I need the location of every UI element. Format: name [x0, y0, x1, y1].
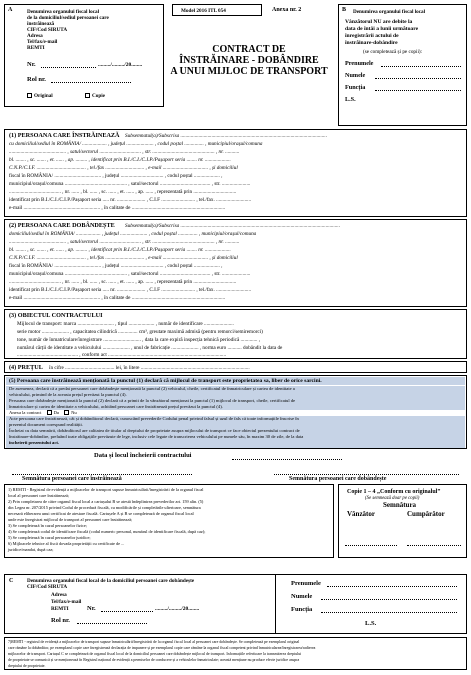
section-4-price-text[interactable]: în cifre ...................................... lei, în litere .................................................................................... — [49, 365, 250, 371]
box-b-text-1: data de întâi a lunii următoare — [345, 26, 419, 32]
section-1-title: (1) PERSOANA CARE ÎNSTRĂINEAZĂ — [9, 132, 120, 139]
section-2-line-2[interactable]: ............................................ , satul/sectorul ................................ , str. ................................................ , nr. ........... — [9, 239, 240, 245]
section-4-title: (4) PREȚUL — [9, 364, 43, 371]
footnote-9: 6) Mijloacele tehnice al fiscă dovada proprietății cu certificate de ... — [8, 541, 125, 546]
box-b-nume-input[interactable] — [375, 73, 461, 79]
box-a-line-2: înstrăinează — [27, 21, 55, 27]
original-checkbox[interactable] — [27, 93, 32, 98]
bottom-note-2: mijloacelor de transport. Cartușul C se completează de organul fiscal local de la domiciliul persoanei care dobândește mijlocul de transport. Informațiile referitoare la transmiterea dreptului — [8, 652, 302, 656]
footnote-0: 1) REMTI - Registrul de evidență a mijloacelor de transport supuse înmatriculării/înregistrării de la organul fiscal — [8, 487, 204, 492]
section-2-line-0[interactable]: Subsemnatul(a)/Subscrisa ........................................................................................................................... — [125, 223, 340, 229]
form-page — [4, 4, 467, 671]
section-5 — [4, 375, 467, 449]
section-4 — [4, 361, 467, 373]
buyer-signature-field[interactable] — [274, 469, 459, 475]
section-1-line-7[interactable]: ........................................ , nr. ...... , bl. ...... , sc. ...... , et. ...... , ap. ...... , reprezentată prin ................................. — [9, 189, 237, 195]
box-b-field-functia: Funcția — [345, 84, 366, 91]
box-c-line-4: REMTI — [51, 606, 69, 612]
box-a-line-5: Tel/fax/e-mail — [27, 39, 58, 45]
footnote-1: local al persoanei care înstrăinează; — [8, 493, 70, 498]
section-1-line-2[interactable]: ............................................ , satul/sectorul ................................ , str. ................................................ , nr. ........... — [9, 149, 240, 155]
footnote-10: juridice/mandat, după caz; — [8, 547, 54, 552]
section-5-line-9: încheierii prezentului act. — [9, 440, 60, 445]
section-2-line-1[interactable]: domiciliul/sediul în ROMÂNIA/ ................... , județul ..................... , codul poștal ............... , municipiul/orașul/comuna — [9, 231, 257, 237]
box-c-letter: C — [9, 578, 14, 584]
section-2-line-8[interactable]: identificat prin B.I./C.I./C.I.P./Pașaport seria ..... nr. ...................... , C.I.F .......................... , tel./fax. ........................... — [9, 287, 252, 293]
box-a-line-1: de la domiciliul/sediul persoanei care — [27, 15, 109, 21]
box-c-nume-input[interactable] — [321, 594, 457, 600]
section-5-line-8: înstrăinare-dobândire, preluând toate obligațiile prevăzute de lege, inclusiv cele legate de transcrierea vehiculului pe numele său, în maxim 30 de zile, de la data — [9, 434, 304, 439]
section-5-line-5: Acte persoana care înstrăinează, cât și dobânditorul declară, cunoscând prevederile Codului penal privind falsul și uzul de fals că toate informațiile înscrise în — [9, 416, 299, 421]
box-a-rol-field[interactable] — [51, 77, 131, 83]
box-b-field-nume: Numele — [345, 72, 366, 79]
bottom-note-0: 7)REMTI - registrul de evidență a mijloacelor de transport supuse înmatriculării/înregistrării de la organul fiscal local al persoanei care dobândește. Se completează pe exemplarul original — [8, 640, 300, 644]
footnotes-box — [4, 484, 334, 558]
section-3-line-4[interactable]: ............................................... , conform act ........................................................................................... — [17, 352, 227, 358]
box-b-field-prenume: Prenumele — [345, 60, 374, 67]
box-c-line-1: CIF/Cod SIRUTA — [27, 584, 68, 590]
copy-box-buyer: Cumpărător — [407, 510, 445, 518]
section-1-line-3[interactable]: bl. ........ , sc. ....... , et. ...... , ap. ......... , identificat prin B.I./C.I./C.I.P./Pașaport seria ........ nr. .................... — [9, 157, 231, 163]
section-2-line-5[interactable]: fiscal în ROMÂNIA/ .................................... , județul ................................. , codul poștal .................... , — [9, 263, 223, 269]
section-5-line-2: Persoana care dobândește menționată la punctul (2) declară că a primit de la vânzătorul menționat la punctul (1) mijlocul de transport, cheile, certificatul de — [9, 398, 296, 403]
box-c-field-nume: Numele — [291, 593, 313, 600]
section-5-annex-label: Anexa la contract — [9, 410, 42, 415]
section-1-line-9[interactable]: e-mail ........................................................... , în calitate de ........................................................................ — [9, 205, 226, 211]
box-b-field-ls: L.S. — [345, 96, 356, 103]
box-b-text-2: înregistrării actului de — [345, 33, 399, 39]
copy-box-buyer-sig[interactable] — [407, 540, 461, 546]
footnote-3: din Legea nr. 207/2015 privind Codul de procedură fiscală, cu modificările și completările ulterioare, semnătura — [8, 505, 201, 510]
footnote-5: unde este înregistrat mijlocul de transport al persoanei care înstrăinează; — [8, 517, 133, 522]
section-3-line-0[interactable]: Mijlocul de transport: marca ............................ , tipul .................... , număr de identificare ....................... — [17, 321, 234, 327]
box-c-nr-field[interactable] — [101, 606, 153, 612]
seller-signature-label: Semnătura persoanei care înstrăinează — [22, 476, 122, 482]
section-5-line-0: De asemenea, declară că a predat persoanei care dobândește menționată la punctul (2) vehiculul, cheile, certificatul de înmatriculare și cartea de identitate a — [9, 386, 295, 391]
box-c-functia-input[interactable] — [321, 607, 457, 613]
copy-box-title: Copie 1 – 4 „Conform cu originalul” — [347, 489, 441, 495]
section-1-line-8[interactable]: identificat prin B.I./C.I./C.I.P./Pașaport seria ..... nr. ...................... , C.I.F .......................... , tel./fax. ........................... — [9, 197, 252, 203]
section-5-line-1: vehiculului, primind de la aceasta prețul prevăzut la punctul (4). — [9, 392, 127, 397]
section-3 — [4, 309, 467, 359]
box-a-date[interactable]: ........./........./20........ — [98, 62, 143, 68]
section-2-line-9[interactable]: e-mail ........................................................... , în calitate de ........................................................................ — [9, 295, 226, 301]
section-5-line-7: Încheiat cu data semnării, dobânditorul are calitatea de titular al dreptului de proprietate asupra mijlocului de transport ce face obiectul prezentului contract de — [9, 428, 300, 433]
box-c-date[interactable]: ........./........./20........ — [155, 606, 200, 612]
box-a-nr-label: Nr. — [27, 61, 36, 68]
box-a-line-4: Adresa — [27, 33, 43, 39]
section-1 — [4, 129, 467, 217]
copy-box — [338, 484, 467, 558]
buyer-signature-label: Semnătura persoanei care dobândește — [289, 476, 387, 482]
section-5-title: (5) Persoana care înstrăinează menționată la punctul (1) declară că mijlocul de transport este proprietatea sa, liber de orice sarcini. — [9, 378, 322, 384]
box-c-line-0: Denumirea organului fiscal local de la domiciliul persoanei care dobândește — [27, 578, 195, 584]
section-3-title: (3) OBIECTUL CONTRACTULUI — [9, 312, 103, 319]
section-5-line-3: înmatriculare și cartea de identitate a vehiculului, achitând persoanei care înstrăinează prețul prevăzut la punctul (4). — [9, 404, 223, 409]
box-b-prenume-input[interactable] — [381, 61, 461, 67]
box-a-nr-field[interactable] — [41, 62, 96, 68]
box-b-letter: B — [342, 7, 347, 13]
section-2-line-4[interactable]: C.N.P./C.I.F. ...................................... , tel./fax .............................. , e-mail ................................... , și domiciliul — [9, 255, 238, 261]
section-5-line-6: prezentul document corespund realității. — [9, 422, 83, 427]
footnote-8: 5) Se completează în cazul persoanelor juridice; — [8, 535, 91, 540]
copy-box-seller: Vânzător — [347, 510, 375, 518]
box-a-line-3: CIF/Cod SIRUTA — [27, 27, 68, 33]
contract-title — [164, 44, 334, 77]
bottom-note — [4, 637, 467, 670]
box-c — [4, 574, 467, 634]
section-1-line-4[interactable]: C.N.P./C.I.F. ...................................... , tel./fax .............................. , e-mail ................................... , și domiciliul — [9, 165, 238, 171]
section-2-line-7[interactable]: ........................................ , nr. ...... , bl. ...... , sc. ...... , et. ...... , ap. ...... , reprezentată prin ................................. — [9, 279, 237, 285]
copie-label: Copie — [92, 93, 105, 99]
box-a-letter: A — [8, 7, 13, 13]
model-box — [172, 4, 262, 16]
original-label: Original — [34, 93, 53, 99]
copy-box-sub: (Se semnează doar pe copii) — [365, 496, 420, 501]
footnote-7: 4) Se completează codul de identificare fiscală (codul numeric personal, numărul de identificare fiscală, după caz); — [8, 529, 206, 534]
section-2-title: (2) PERSOANA CARE DOBÂNDEȘTE — [9, 222, 115, 229]
box-a-original-option[interactable] — [27, 93, 53, 99]
anexa-label: Anexa nr. 2 — [272, 7, 302, 13]
box-c-prenume-input[interactable] — [327, 581, 457, 587]
section-1-line-6[interactable]: municipiul/orașul/comuna ................................................ , satul/sectorul ....................................... , str. ...................... — [9, 181, 251, 187]
box-c-field-functia: Funcția — [291, 606, 313, 613]
box-b — [338, 4, 467, 126]
section-2-line-3[interactable]: bl. ........ , sc. ....... , et. ...... , ap. ......... , identificat prin B.I./C.I./C.I.P./Pașaport seria ........ nr. .................... — [9, 247, 231, 253]
model-code: Model 2016 ITL 054 — [181, 8, 226, 14]
bottom-note-4: dreptului de proprietate. — [8, 664, 46, 668]
footnote-4: necesară eliberarea unui certificat de atestare fiscală. Cartușele A și B se completează de organul fiscal local — [8, 511, 194, 516]
contract-title-line-2: A UNUI MIJLOC DE TRANSPORT — [170, 66, 328, 77]
section-3-line-1[interactable]: serie motor ..................... , capacitatea cilindrică ............... cm³, greutate maximă admisă (pentru remorci/semiremorci) — [17, 329, 263, 335]
annex-da-label: Da — [53, 410, 59, 415]
footnote-2: 2) Prin completarea de către organul fiscal local a cartușului B se atestă îndeplinirea prevederilor art. 159 alin. (5) — [8, 499, 204, 504]
box-a-line-0: Denumirea organului fiscal local — [27, 9, 100, 15]
box-a-line-6: REMTI — [27, 45, 45, 51]
copy-box-seller-sig[interactable] — [345, 540, 397, 546]
box-c-rol-field[interactable] — [77, 618, 147, 624]
box-b-text-0: Vânzătorul NU are debite la — [345, 19, 413, 25]
bottom-note-3: de proprietate se comunică și se menționează în Registrul național de evidență a permiselor de conducere și a vehiculelor înmatriculate; această mențiune nu produce efecte juridice asupra — [8, 658, 300, 662]
contract-title-line-0: CONTRACT DE — [212, 44, 286, 55]
box-b-text-3: înstrăinare-dobândire — [345, 40, 398, 46]
section-1-line-5[interactable]: fiscal în ROMÂNIA/ .................................... , județul ................................. , codul poștal .................... , — [9, 173, 223, 179]
box-a-rol-label: Rol nr. — [27, 76, 46, 83]
section-3-line-2[interactable]: tone, număr de înmatriculare/înregistrare ............................. , data la care expiră inspecția tehnică periodică ............. , — [17, 337, 261, 343]
annex-nu-checkbox[interactable] — [64, 410, 69, 415]
section-2 — [4, 219, 467, 307]
seller-signature-field[interactable] — [12, 469, 192, 475]
box-c-divider — [275, 575, 276, 633]
section-1-line-1[interactable]: cu domiciliul/sediul în ROMÂNIA/ ................... , județul ..................... , codul poștal ............... , municipiul/orașul/comuna — [9, 141, 263, 147]
annex-nu-label: Nu — [71, 410, 77, 415]
contract-title-line-1: ÎNSTRĂINARE - DOBÂNDIRE — [179, 55, 319, 66]
box-c-line-3: Tel/fax/e-mail — [51, 599, 82, 605]
contract-date-label: Data și locul încheierii contractului — [94, 452, 192, 459]
box-b-functia-input[interactable] — [375, 85, 461, 91]
footnote-6: 3) Se completează în cazul persoanelor fizice; — [8, 523, 87, 528]
box-c-line-2: Adresa — [51, 592, 67, 598]
box-c-rol-label: Rol nr. — [51, 617, 70, 624]
section-3-line-3[interactable]: numărul cărții de identitate a vehiculului ..................... , unul de fabricație ..................... , norma euro ........... dobândit la data de — [17, 345, 283, 351]
box-c-field-ls: L.S. — [365, 620, 377, 627]
box-b-title: Denumirea organului fiscal local — [353, 9, 426, 15]
section-2-line-6[interactable]: municipiul/orașul/comuna ................................................ , satul/sectorul ....................................... , str. ...................... — [9, 271, 251, 277]
bottom-note-1: care rămâne la dobânditor, pe exemplarul copie care înregistrează declarația de impunere și pe exemplarul copie care rămâne la organul fiscal competent privind înmatricularea/înregistrarea/radierea — [8, 646, 316, 650]
box-a-copie-option[interactable] — [85, 93, 105, 99]
box-b-sig-caption: (se completează și pe copii): — [363, 49, 423, 55]
box-c-nr-label: Nr. — [87, 605, 96, 612]
box-a — [4, 4, 164, 107]
box-c-field-prenume: Prenumele — [291, 580, 321, 587]
copy-box-sig: Semnătura — [383, 501, 417, 509]
annex-da-checkbox[interactable] — [47, 410, 52, 415]
section-1-line-0[interactable]: Subsemnatul(a)/Subscrisa ................................................................................................................. — [125, 133, 328, 139]
copie-checkbox[interactable] — [85, 93, 90, 98]
contract-date-field[interactable] — [232, 454, 342, 460]
